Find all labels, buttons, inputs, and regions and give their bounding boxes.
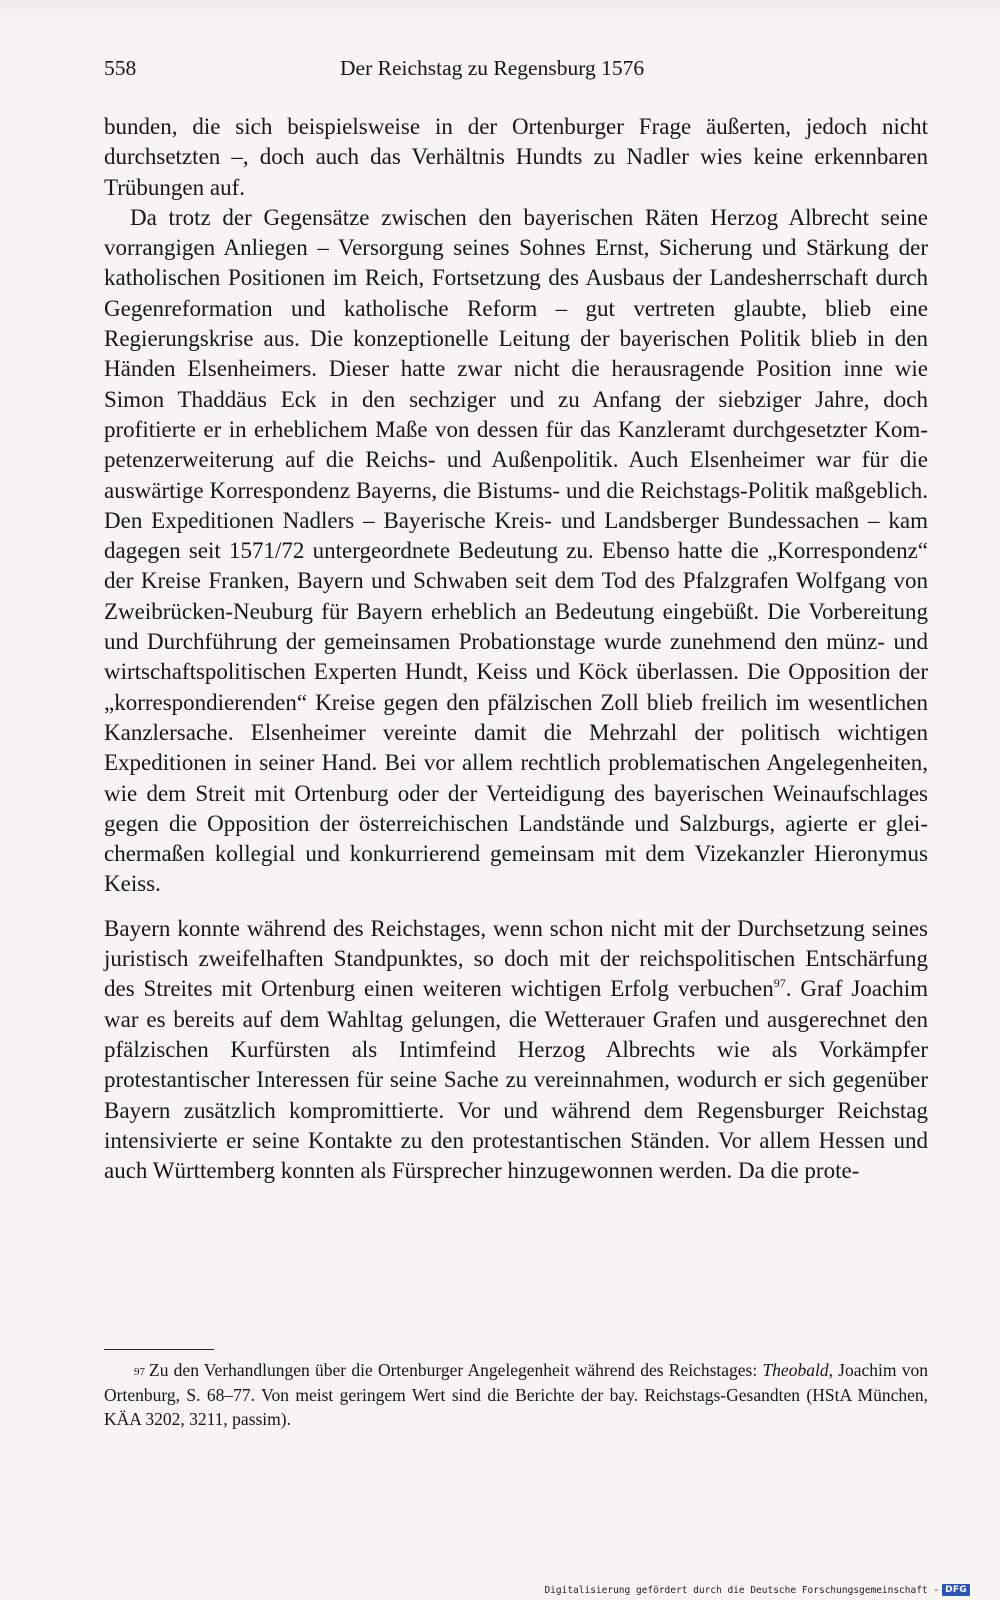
body-text <box>104 112 928 1186</box>
paragraph-text: Bayern konnte während des Reichstages, wenn schon nicht mit der Durchsetzung seines juristisch zweifelhaften Standpunktes, so doch mit der reichspolitischen Entschärfung des Streites mit Ortenburg einen weiteren wichtigen Erfolg verbuchen <box>104 915 928 1002</box>
running-title: Der Reichstag zu Regensburg 1576 <box>340 56 645 80</box>
footnote-divider <box>104 1349 214 1350</box>
paragraph: Da trotz der Gegensätze zwischen den bayerischen Räten Herzog Albrecht seine vorrangigen Anliegen – Versorgung seines Sohnes Ernst, Sicherung und Stärkung der katholischen Positionen im Reich, Fortsetzung des Ausbaus der Landesherrschaft durch Gegenreformation und katholische Reform – gut vertreten glaubte, blieb eine Regierungskrise aus. Die konzeptionelle Leitung der bayerischen Politik blieb in den Händen Elsenheimers. Dieser hatte zwar nicht die herausragende Position inne wie Simon Thaddäus Eck in den sechziger und zu Anfang der siebziger Jahre, doch profitierte er in erheblichem Maße von dessen für das Kanzleramt durchgesetzter Kompetenzerweiterung auf die Reichs- und Außenpolitik. Auch Elsenheimer war für die auswärtige Korrespondenz Bayerns, die Bistums- und die Reichstags-Politik maßgeblich. Den Expeditionen Nadlers – Bayerische Kreis- und Landsberger Bundessachen – kam dagegen seit 1571/72 untergeordnete Bedeutung zu. Ebenso hatte die „Korrespondenz“ der Kreise Franken, Bayern und Schwaben seit dem Tod des Pfalzgrafen Wolfgang von Zweibrücken-Neuburg für Bayern erheblich an Bedeutung eingebüßt. Die Vorbereitung und Durchführung der gemeinsamen Probationstage wurde zunehmend den münz- und wirtschaftspolitischen Experten Hundt, Keiss und Köck überlassen. Die Opposition der „korrespondierenden“ Kreise gegen den pfälzischen Zoll blieb freilich im wesentlichen Kanzlersache. Elsenheimer vereinte damit die Mehrzahl der politisch wichtigen Expeditionen in seiner Hand. Bei vor allem rechtlich problematischen Angelegenheiten, wie dem Streit mit Ortenburg oder der Verteidigung des bayerischen Weinaufschlages gegen die Opposition der österreichischen Landstände und Salzburgs, agierte er gleichermaßen kollegial und konkurrierend gemeinsam mit dem Vizekanzler Hieronymus Keiss. <box>104 204 928 897</box>
running-head <box>104 56 904 88</box>
footnote-text: , Joachim von Ortenburg, S. 68–77. Von meist geringem Wert sind die Berichte der bay. Reichstags-Gesandten (HStA München, KÄA 3202, 3211, passim). <box>104 1360 928 1429</box>
paragraph <box>104 914 928 1187</box>
footnote-number: 97 <box>134 1366 145 1378</box>
digitization-text: Digitalisierung gefördert durch die Deutsche Forschungsgemeinschaft - <box>544 1584 940 1596</box>
footnote-text: Zu den Verhandlungen über die Ortenburger Angelegenheit während des Reichstages: <box>149 1360 763 1380</box>
footnote <box>104 1358 928 1432</box>
digitization-credit <box>544 1582 970 1598</box>
footnote-reference[interactable]: 97 <box>773 976 786 991</box>
paragraph-continued: bunden, die sich beispielsweise in der Ortenburger Frage äußerten, jedoch nicht durchsetzten –, doch auch das Verhältnis Hundts zu Nadler wies keine erkennbaren Trübungen auf. <box>104 114 928 200</box>
page-number: 558 <box>104 56 137 80</box>
scan-shadow <box>0 0 1000 18</box>
footnote-author: Theobald <box>762 1360 829 1380</box>
paragraph-text: . Graf Joachim war es bereits auf dem Wahltag gelungen, die Wetterauer Grafen und ausgerechnet den pfälzischen Kurfürsten als Intimfeind Herzog Albrechts wie als Vorkämpfer protestantischer Interessen für seine Sache zu vereinnahmen, wodurch er sich gegenüber Bayern zusätzlich kompromittierte. Vor und während dem Regensburger Reichstag intensivierte er seine Kontakte zu den protestantischen Ständen. Vor allem Hessen und auch Württemberg konnten als Fürsprecher hinzugewonnen werden. Da die prote- <box>104 976 928 1184</box>
dfg-logo: DFG <box>942 1584 970 1596</box>
